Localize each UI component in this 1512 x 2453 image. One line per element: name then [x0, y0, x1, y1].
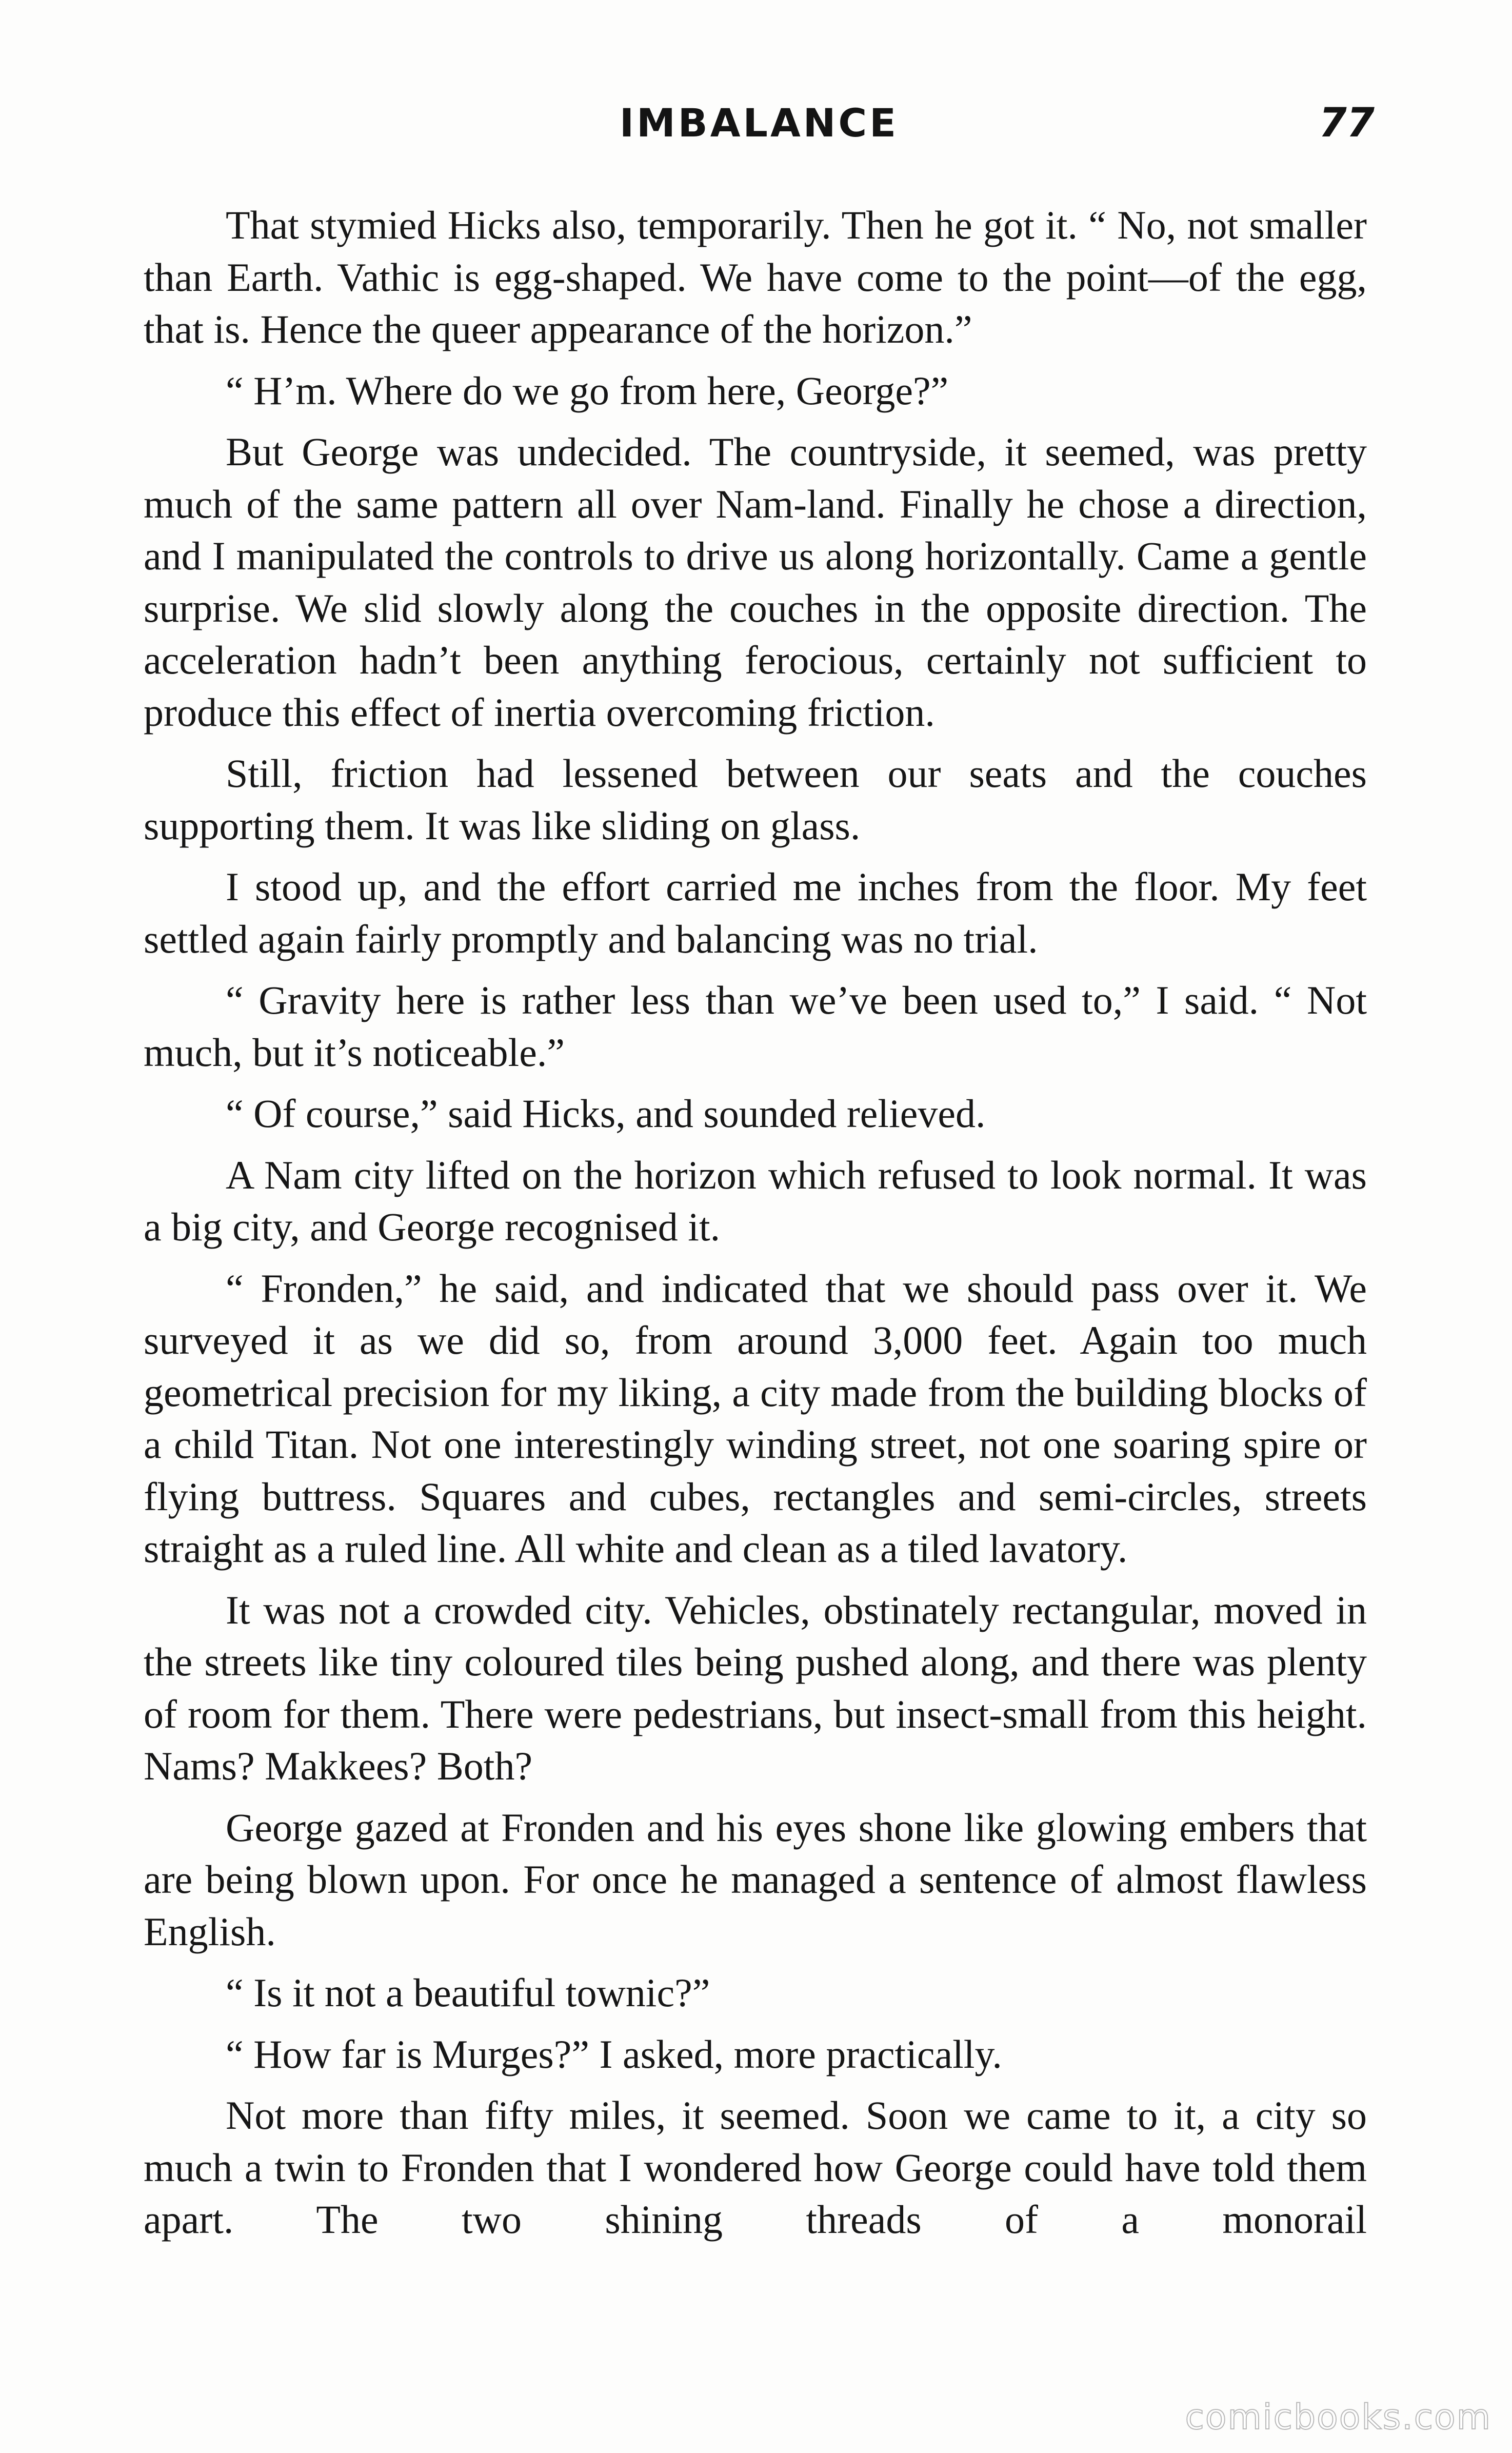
paragraph: “ Gravity here is rather less than we’ve been used to,” I said. “ Not much, but it’s noticeable.”: [144, 978, 1367, 1075]
paragraph: But George was undecided. The countryside, it seemed, was pretty much of the same pattern all over Nam-land. Finally he chose a direction, and I manipulated the controls to drive us along horizontally. Came a gentle surprise. We slid slowly along the couches in the opposite direction. The acceleration hadn’t been anything ferocious, certainly not sufficient to produce this effect of inertia overcoming friction.: [144, 429, 1367, 735]
running-title: IMBALANCE: [619, 100, 899, 146]
paragraph: “ H’m. Where do we go from here, George?”: [226, 368, 949, 413]
paragraph: “ Is it not a beautiful townic?”: [226, 1970, 710, 2015]
paragraph: That stymied Hicks also, temporarily. Then he got it. “ No, not smaller than Earth. Vathic is egg-shaped. We have come to the point—of the egg, that is. Hence the queer appearance of the horizon.”: [144, 203, 1367, 351]
running-head: [144, 100, 1375, 162]
page-number: 77: [1319, 100, 1375, 146]
paragraph: “ Of course,” said Hicks, and sounded relieved.: [226, 1091, 986, 1136]
paragraph: “ How far is Murges?” I asked, more practically.: [226, 2031, 1002, 2076]
paragraph: It was not a crowded city. Vehicles, obstinately rectangular, moved in the streets like tiny coloured tiles being pushed along, and there was plenty of room for them. There were pedestrians, but insect-small from this height. Nams? Makkees? Both?: [144, 1587, 1367, 1788]
paragraph: Still, friction had lessened between our seats and the couches supporting them. It was like sliding on glass.: [144, 751, 1367, 848]
watermark: comicbooks.com: [1185, 2397, 1491, 2438]
paragraph: George gazed at Fronden and his eyes shone like glowing embers that are being blown upon. For once he managed a sentence of almost flawless English.: [144, 1805, 1367, 1954]
paragraph: “ Fronden,” he said, and indicated that we should pass over it. We surveyed it as we did so, from around 3,000 feet. Again too much geometrical precision for my liking, a city made from the building blocks of a child Titan. Not one interestingly winding street, not one soaring spire or flying buttress. Squares and cubes, rectangles and semi-circles, streets straight as a ruled line. All white and clean as a tiled lavatory.: [144, 1265, 1367, 1571]
paragraph: A Nam city lifted on the horizon which refused to look normal. It was a big city, and George recognised it.: [144, 1152, 1367, 1249]
paragraph: Not more than fifty miles, it seemed. Soon we came to it, a city so much a twin to Fronden that I wondered how George could have told them apart. The two shining threads of a monorail: [144, 2093, 1367, 2242]
paragraph: I stood up, and the effort carried me inches from the floor. My feet settled again fairly promptly and balancing was no trial.: [144, 864, 1367, 961]
body-text: [144, 199, 1367, 2255]
